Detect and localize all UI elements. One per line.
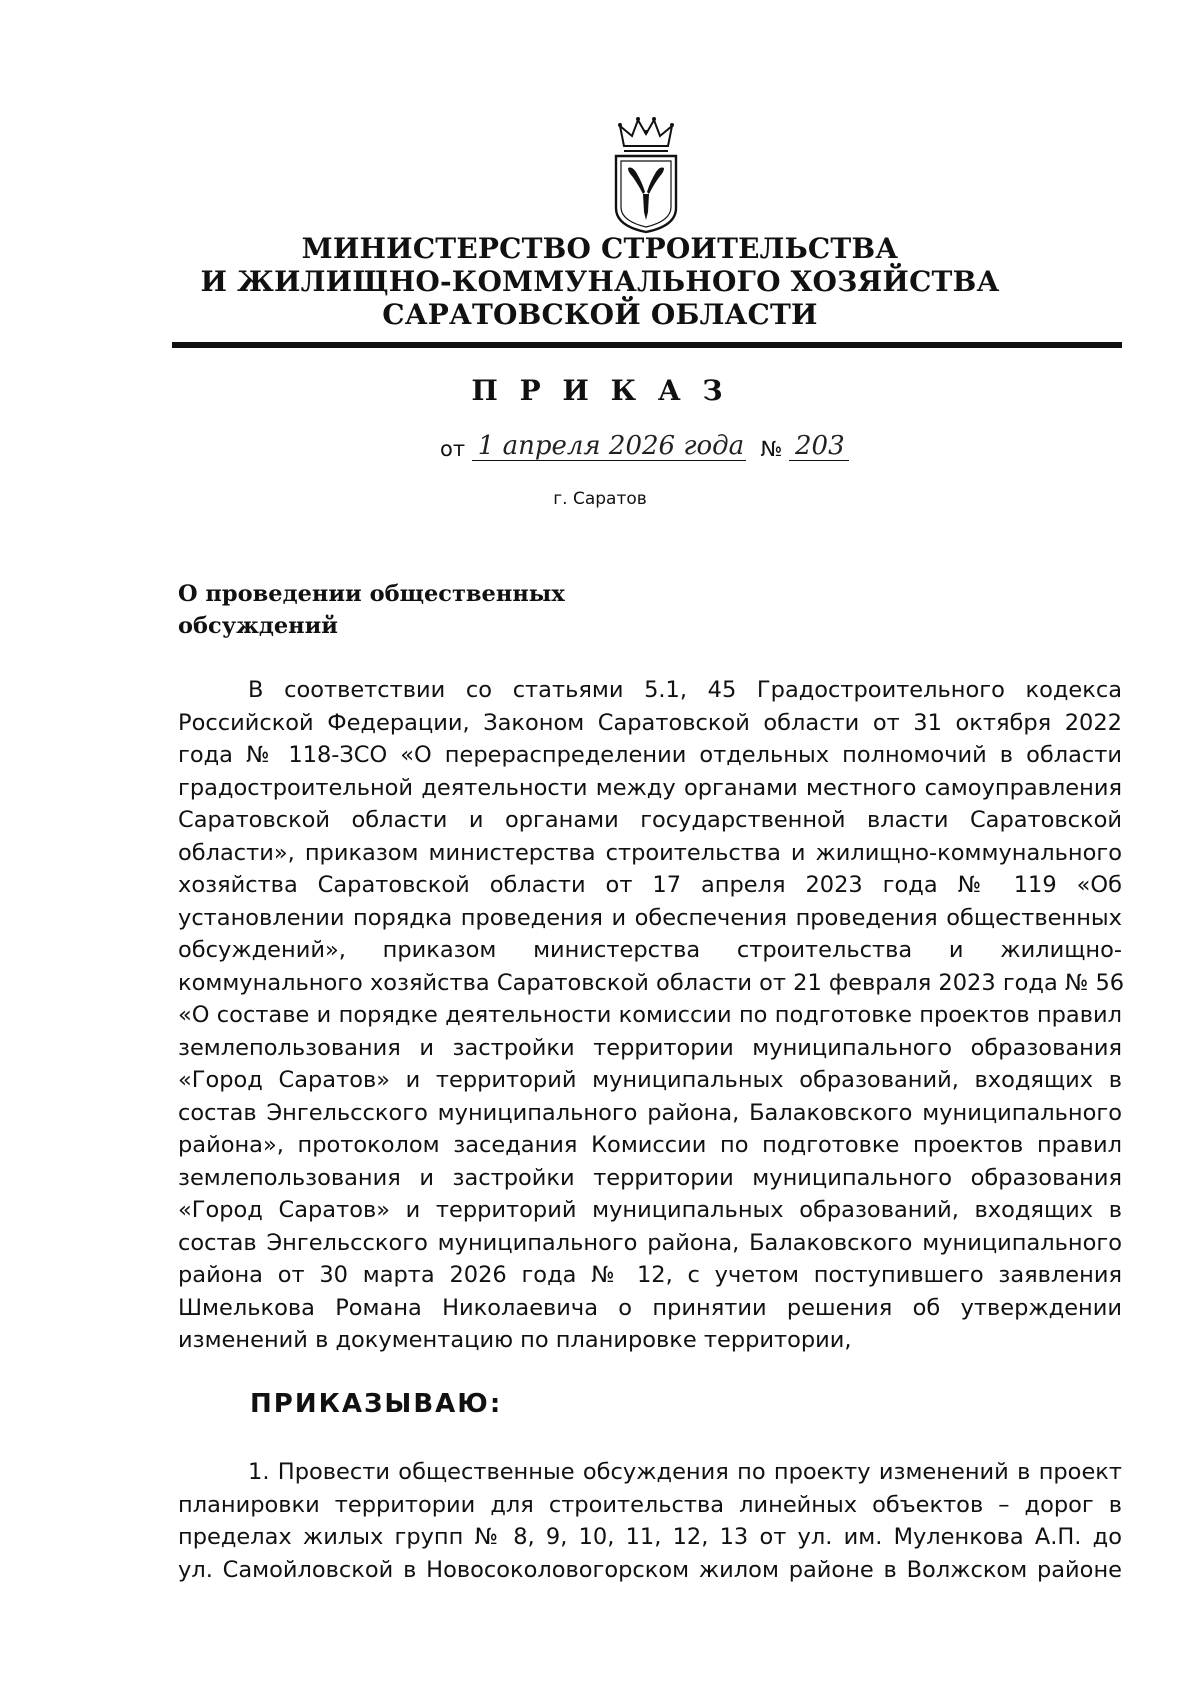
handwritten-date: 1 апреля 2026 года [472,432,746,461]
paragraph-line: планировки территории для строительства линейных объектов – дорог в [178,1491,1122,1518]
ministry-name-line: МИНИСТЕРСТВО СТРОИТЕЛЬСТВА [301,232,899,265]
paragraph-line: Саратовской области и органами государственной власти Саратовской [178,807,1122,833]
header-divider [172,342,1122,348]
paragraph-line: района», протоколом заседания Комиссии по подготовке проектов правил [178,1132,1122,1158]
paragraph-line: года № 118-ЗСО «О перераспределении отдельных полномочий в области [178,742,1122,768]
paragraph-line: В соответствии со статьями 5.1, 45 Градостроительного кодекса [248,677,1122,703]
date-prefix: от [440,437,466,461]
subject-line: обсуждений [178,613,338,639]
paragraph-line: «Город Саратов» и территорий муниципальных образований, входящих в [178,1197,1122,1223]
paragraph-line: Шмелькова Романа Николаевича о принятии решения об утверждении [178,1294,1122,1321]
saratov-coat-of-arms-icon [612,116,680,234]
date-number-line [440,432,849,466]
city-label: г. Саратов [553,489,647,509]
order-subject [178,578,565,642]
preamble-paragraph [178,674,1125,1357]
paragraph-line: изменений в документацию по планировке территории, [178,1327,852,1353]
paragraph-line: коммунального хозяйства Саратовской области от 21 февраля 2023 года № 56 [178,969,1125,996]
ministry-name-line: И ЖИЛИЩНО-КОММУНАЛЬНОГО ХОЗЯЙСТВА [200,265,1000,298]
ministry-name-line: САРАТОВСКОЙ ОБЛАСТИ [382,298,818,331]
paragraph-line: пределах жилых групп № 8, 9, 10, 11, 12, 13 от ул. им. Муленкова А.П. до [178,1524,1122,1550]
paragraph-line: землепользования и застройки территории муниципального образования [178,1034,1122,1061]
paragraph-line: ул. Самойловской в Новосоколовогорском жилом районе в Волжском районе [178,1556,1122,1583]
paragraph-line: хозяйства Саратовской области от 17 апреля 2023 года № 119 «Об [178,872,1122,898]
paragraph-line: градостроительной деятельности между органами местного самоуправления [178,774,1122,801]
paragraph-line: «Город Саратов» и территорий муниципальных образований, входящих в [178,1067,1122,1093]
order-directive-heading: ПРИКАЗЫВАЮ: [250,1389,503,1419]
paragraph-line: обсуждений», приказом министерства строительства и жилищно- [178,937,1122,963]
paragraph-line: Российской Федерации, Законом Саратовской области от 31 октября 2022 [178,709,1122,736]
paragraph-line: состав Энгельсского муниципального района, Балаковского муниципального [178,1229,1122,1256]
ministry-name [150,232,1050,331]
handwritten-number: 203 [789,432,849,461]
paragraph-line: района от 30 марта 2026 года № 12, с учетом поступившего заявления [178,1262,1122,1288]
paragraph-line: состав Энгельсского муниципального района, Балаковского муниципального [178,1099,1122,1126]
number-prefix: № [760,437,783,461]
order-item-1 [178,1456,1122,1586]
document-type-title: П Р И К А З [471,374,729,407]
paragraph-line: 1. Провести общественные обсуждения по проекту изменений в проект [248,1459,1122,1485]
paragraph-line: землепользования и застройки территории муниципального образования [178,1164,1122,1191]
paragraph-line: области», приказом министерства строительства и жилищно-коммунального [178,839,1122,866]
subject-line: О проведении общественных [178,581,565,607]
paragraph-line: «О составе и порядке деятельности комиссии по подготовке проектов правил [178,1002,1122,1028]
paragraph-line: установлении порядка проведения и обеспечения проведения общественных [178,904,1122,931]
